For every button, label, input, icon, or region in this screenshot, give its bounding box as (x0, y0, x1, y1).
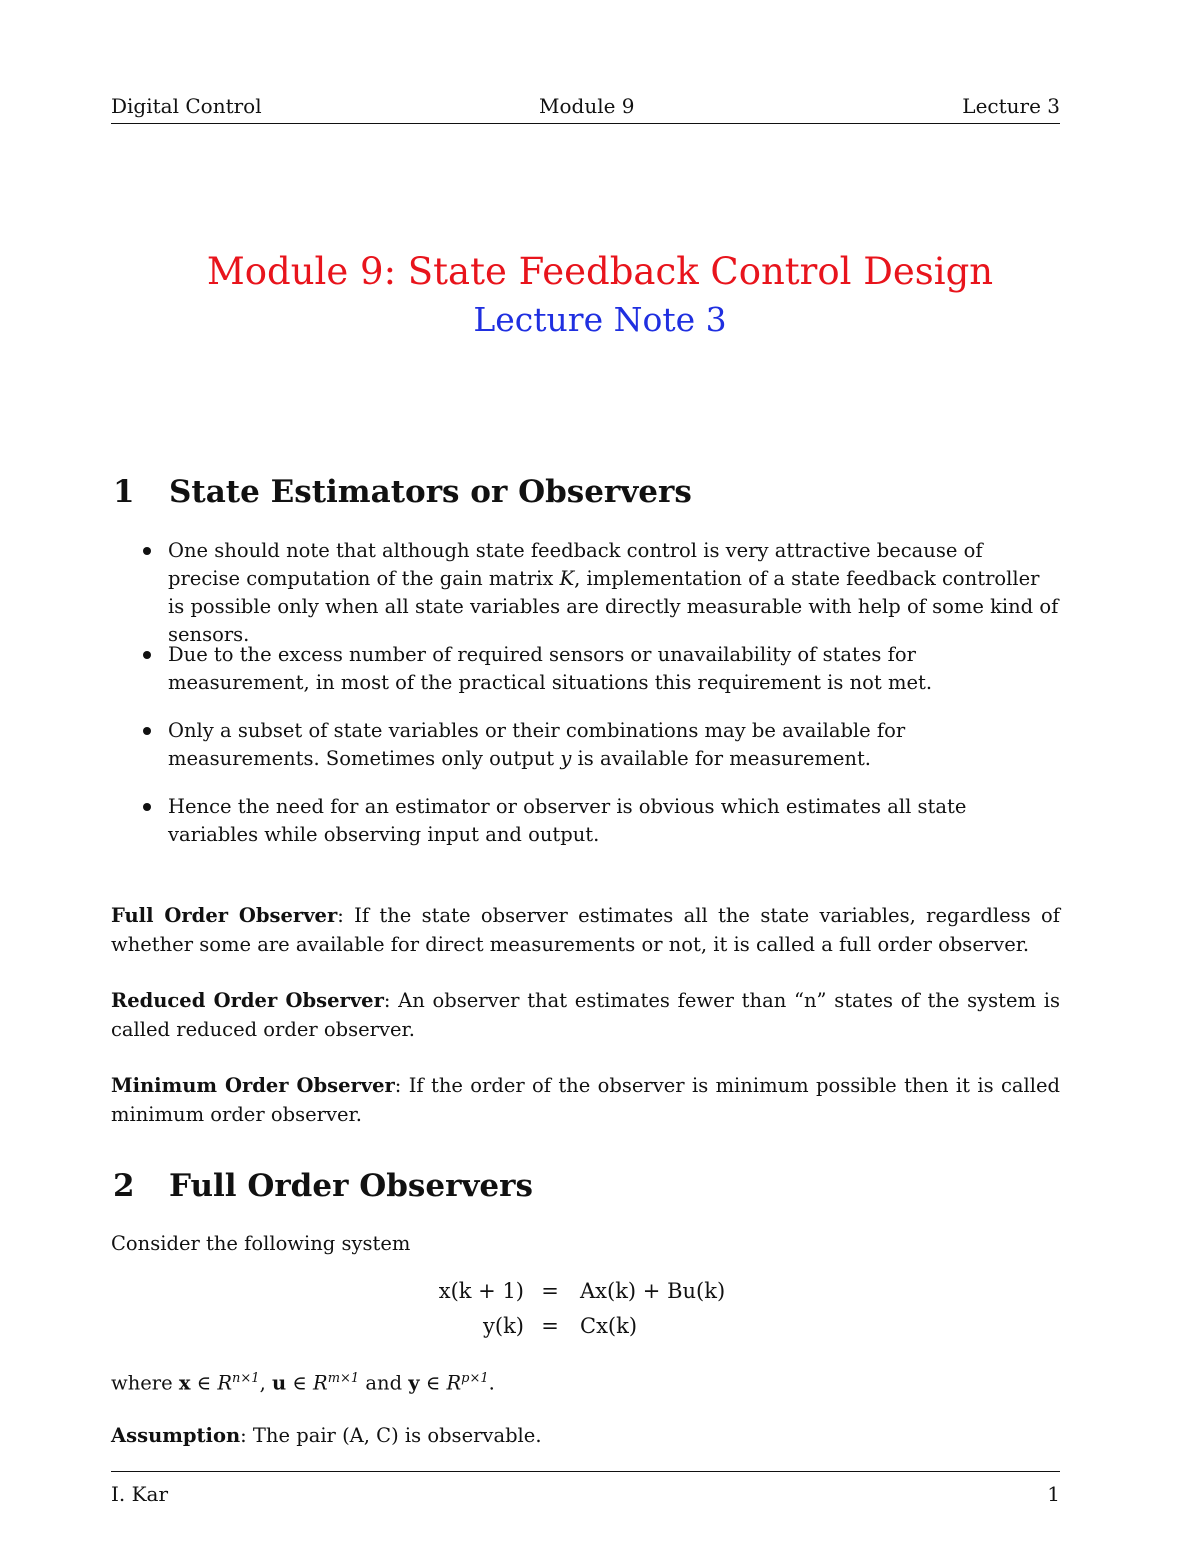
assumption-term: Assumption (111, 1424, 241, 1447)
where-word: where (111, 1371, 173, 1395)
header-center: Module 9 (539, 94, 635, 118)
bullet-icon (143, 651, 151, 659)
equation-lhs: x(k + 1) (438, 1279, 524, 1303)
dimension-statement: where x ∈ $R^{n\times 1}$, u ∈ $R^{m\times 1}$ and y ∈ $R^{p\times 1}$. (111, 1371, 495, 1395)
section-title: Full Order Observers (169, 1168, 533, 1204)
and-word: and (365, 1371, 403, 1395)
equation-rhs: Ax(k) + Bu(k) (580, 1279, 726, 1303)
section-number: 1 (113, 474, 135, 510)
section-number: 2 (113, 1168, 135, 1204)
equation-rhs: Cx(k) (580, 1314, 638, 1338)
bullet-text: Due to the excess number of required sensors or unavailability of states for measurement, in most of the practical situations this requirement is not met. (168, 643, 933, 694)
equation-equals: = (541, 1314, 559, 1338)
footer-author: I. Kar (111, 1482, 169, 1506)
bullet-icon (143, 547, 151, 555)
bullet-text: , implementation of a state feedback controller is possible only when all state variables are directly measurable with help of some kind of sensors. (168, 567, 1059, 646)
bullet-text: Hence the need for an estimator or observer is obvious which estimates all state variables while observing input and output. (168, 795, 967, 846)
equation-lhs: y(k) (483, 1314, 524, 1338)
math-symbol: y (560, 747, 572, 770)
definition-term: Full Order Observer (111, 904, 338, 927)
bullet-text: is available for measurement. (571, 747, 872, 770)
equation-equals: = (541, 1279, 559, 1303)
section-1-heading (113, 474, 692, 510)
definition-term: Reduced Order Observer (111, 989, 384, 1012)
definition-text: : If the order of the observer is minimum possible then it is called minimum order observer. (111, 1074, 1060, 1126)
definition-text: : If the state observer estimates all the state variables, regardless of whether some are available for direct measurements or not, it is called a full order observer. (111, 904, 1060, 956)
u-dimension: m×1 (327, 1371, 360, 1386)
math-symbol: K (559, 567, 575, 590)
list-item (168, 717, 1060, 773)
page-subtitle: Lecture Note 3 (473, 300, 727, 339)
y-dimension: p×1 (461, 1371, 489, 1386)
section-2-heading (113, 1168, 533, 1204)
list-item (168, 537, 1060, 649)
assumption (111, 1421, 1060, 1450)
section-2-intro: Consider the following system (111, 1232, 411, 1255)
footer-rule (111, 1471, 1060, 1472)
assumption-text: : The pair (A, C) is observable. (240, 1424, 542, 1447)
header-left: Digital Control (111, 94, 262, 118)
definition-minimum-order (111, 1071, 1060, 1129)
bullet-icon (143, 727, 151, 735)
bullet-text: One should note that although state feedback control is very attractive because of precise computation of the gain matrix (168, 539, 983, 590)
header-right: Lecture 3 (962, 94, 1060, 118)
page-number: 1 (1047, 1482, 1060, 1506)
definition-text: : An observer that estimates fewer than “n” states of the system is called reduced order observer. (111, 989, 1060, 1041)
list-item (168, 641, 1060, 697)
bullet-icon (143, 803, 151, 811)
bullet-text: Only a subset of state variables or their combinations may be available for measurements. Sometimes only output (168, 719, 906, 770)
section-title: State Estimators or Observers (169, 474, 692, 510)
page-title: Module 9: State Feedback Control Design (206, 250, 994, 293)
x-dimension: n×1 (232, 1371, 260, 1386)
definition-full-order (111, 901, 1060, 959)
list-item (168, 793, 1060, 849)
definition-reduced-order (111, 986, 1060, 1044)
header-rule (111, 123, 1060, 124)
definition-term: Minimum Order Observer (111, 1074, 395, 1097)
